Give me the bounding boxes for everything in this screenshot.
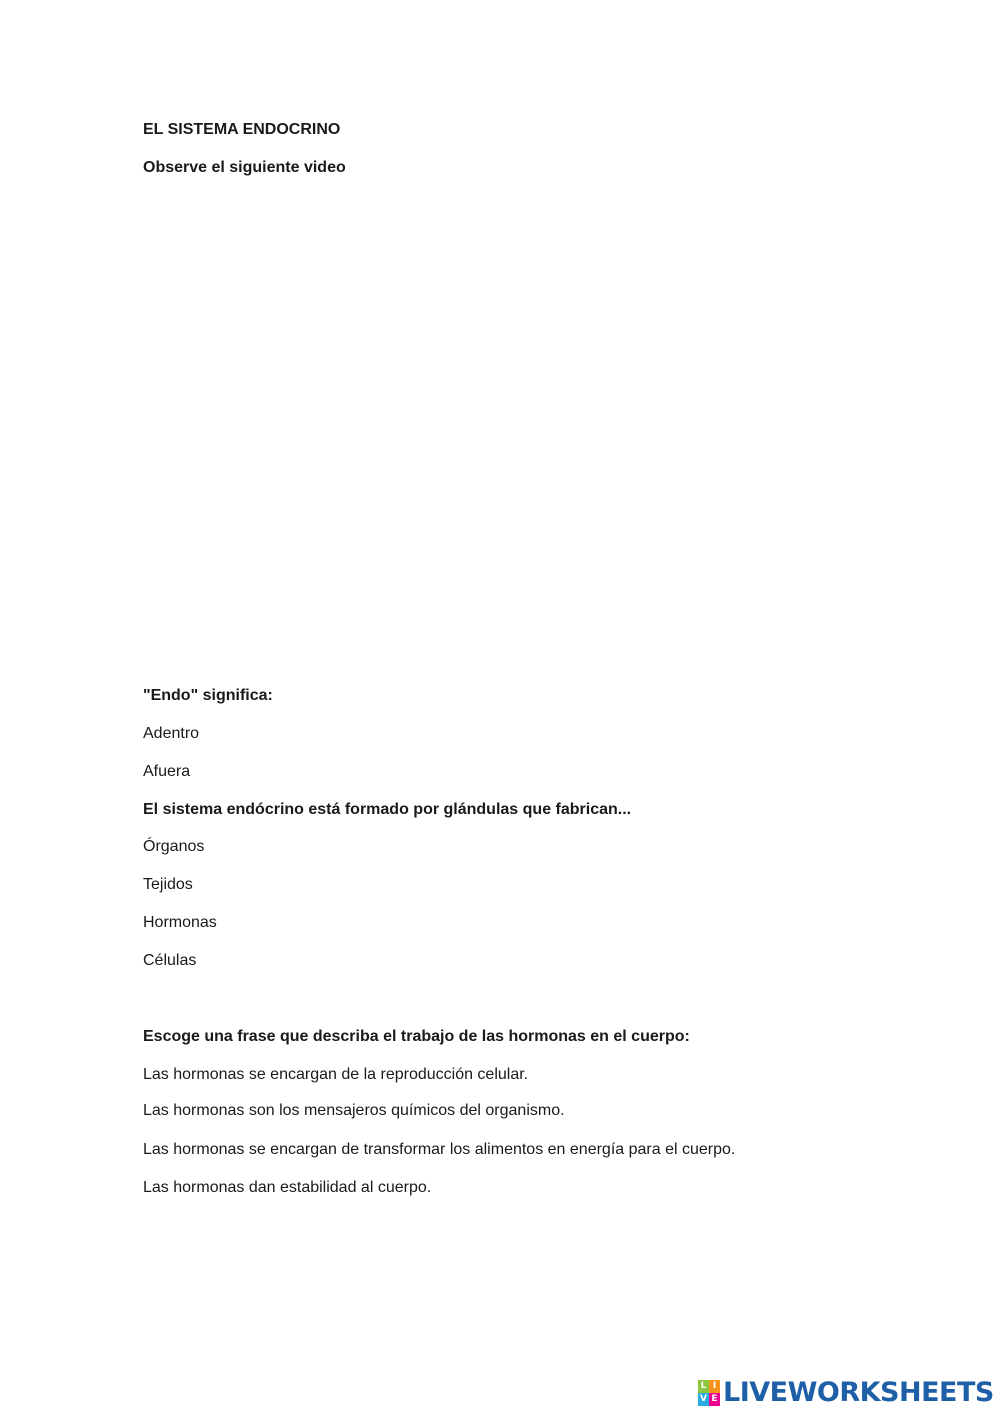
question-2-prompt: El sistema endócrino está formado por glándulas que fabrican... [143, 801, 632, 818]
video-placeholder[interactable] [143, 200, 857, 660]
instruction-text: Observe el siguiente video [143, 159, 346, 176]
question-2-option[interactable]: Células [143, 952, 197, 969]
question-3-option[interactable]: Las hormonas son los mensajeros químicos del organismo. [143, 1102, 565, 1119]
logo-tile-e: E [709, 1393, 720, 1406]
question-3-option[interactable]: Las hormonas dan estabilidad al cuerpo. [143, 1179, 432, 1196]
question-1-option[interactable]: Adentro [143, 725, 200, 742]
worksheet-title: EL SISTEMA ENDOCRINO [143, 121, 341, 138]
question-3-option[interactable]: Las hormonas se encargan de transformar los alimentos en energía para el cuerpo. [143, 1141, 736, 1158]
liveworksheets-logo-icon [698, 1380, 720, 1406]
logo-tile-l: L [698, 1380, 709, 1393]
question-2-option[interactable]: Tejidos [143, 876, 193, 893]
question-1-prompt: "Endo" significa: [143, 687, 273, 704]
question-2-option[interactable]: Órganos [143, 838, 205, 855]
liveworksheets-logo [698, 1378, 994, 1408]
question-3-prompt: Escoge una frase que describa el trabajo de las hormonas en el cuerpo: [143, 1028, 690, 1045]
liveworksheets-logo-text: LIVEWORKSHEETS [723, 1377, 994, 1408]
question-2-option[interactable]: Hormonas [143, 914, 217, 931]
logo-tile-i: I [709, 1380, 720, 1393]
question-1-option[interactable]: Afuera [143, 763, 191, 780]
logo-tile-v: V [698, 1393, 709, 1406]
question-3-option[interactable]: Las hormonas se encargan de la reproducción celular. [143, 1066, 529, 1083]
